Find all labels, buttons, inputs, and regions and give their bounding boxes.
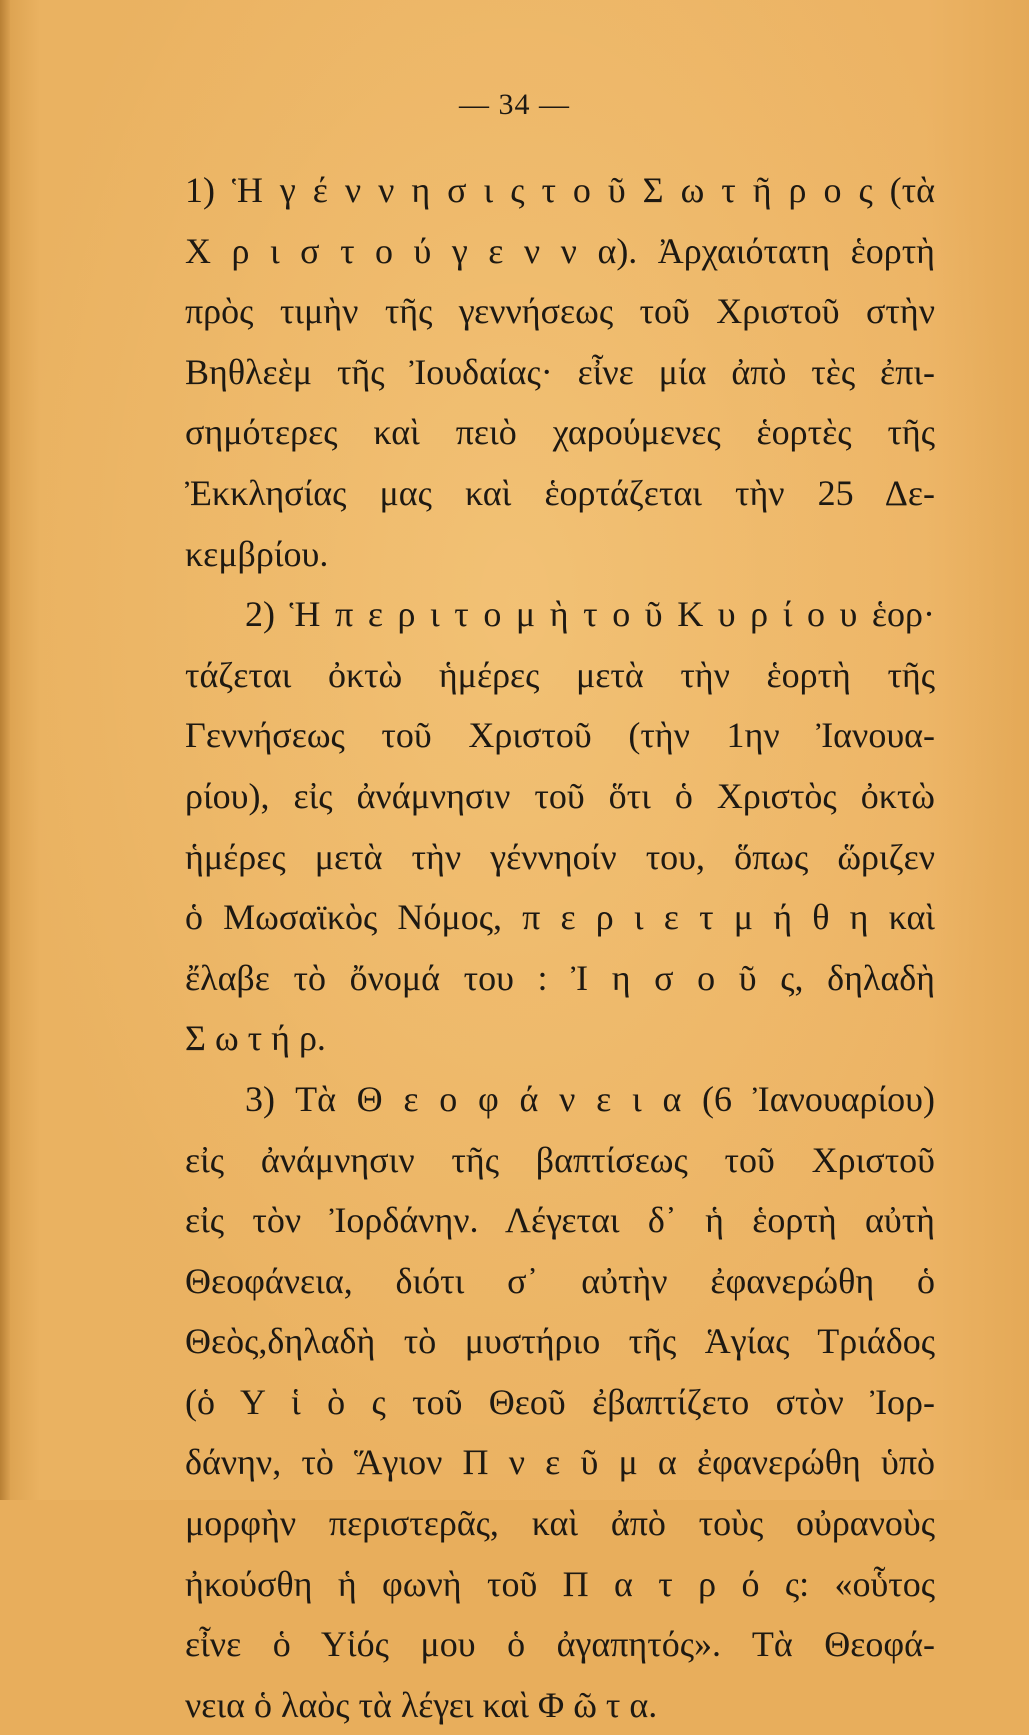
text-line: πρὸς τιμὴν τῆς γεννήσεως τοῦ Χριστοῦ στὴν bbox=[185, 291, 935, 332]
text-line: εἶνε ὁ Υἱός μου ὁ ἀγαπητός». Τὰ Θεοφά- bbox=[185, 1624, 935, 1665]
text-line: νεια ὁ λαὸς τὰ λέγει καὶ Φ ῶ τ α. bbox=[185, 1684, 658, 1725]
text-line: Σ ω τ ή ρ. bbox=[185, 1018, 326, 1059]
text-line: κεμβρίου. bbox=[185, 533, 329, 574]
page-number: — 34 — bbox=[459, 88, 570, 121]
text-line: ὁ Μωσαϊκὸς Νόμος, π ε ρ ι ε τ μ ή θ η καὶ bbox=[185, 897, 935, 938]
text-line: εἰς τὸν Ἰορδάνην. Λέγεται δ᾽ ἡ ἑορτὴ αὐτὴ bbox=[185, 1200, 935, 1241]
text-line: (ὁ Υ ἱ ὸ ς τοῦ Θεοῦ ἐβαπτίζετο στὸν Ἰορ- bbox=[185, 1381, 935, 1422]
text-line: ἔλαβε τὸ ὄνομά του : Ἰ η σ ο ῦ ς, δηλαδὴ bbox=[185, 957, 935, 998]
text-line: τάζεται ὀκτὼ ἡμέρες μετὰ τὴν ἑορτὴ τῆς bbox=[185, 654, 935, 695]
body-text bbox=[185, 160, 935, 1735]
text-line: Χ ρ ι σ τ ο ύ γ ε ν ν α). Ἀρχαιότατη ἑορτὴ bbox=[185, 230, 935, 271]
text-line: Γεννήσεως τοῦ Χριστοῦ (τὴν 1ην Ἰανουα- bbox=[185, 715, 935, 756]
text-line: ἡμέρες μετὰ τὴν γέννηοίν του, ὅπως ὥριζεν bbox=[185, 836, 935, 877]
text-line: Θεοφάνεια, διότι σ᾽ αὐτὴν ἐφανερώθη ὁ bbox=[185, 1260, 935, 1301]
text-line: 1) Ἡ γ έ ν ν η σ ι ς τ ο ῦ Σ ω τ ῆ ρ ο ς (τὰ bbox=[185, 170, 935, 210]
text-line: 2) Ἡ π ε ρ ι τ ο μ ὴ τ ο ῦ Κ υ ρ ί ο υ ἑορ· bbox=[245, 594, 935, 635]
text-line: Βηθλεὲμ τῆς Ἰουδαίας· εἶνε μία ἀπὸ τὲς ἐπι- bbox=[185, 351, 935, 392]
text-line: Θεὸς,δηλαδὴ τὸ μυστήριο τῆς Ἁγίας Τριάδος bbox=[185, 1321, 935, 1362]
text-line: δάνην, τὸ Ἅγιον Π ν ε ῦ μ α ἐφανερώθη ὑπὸ bbox=[185, 1442, 935, 1483]
text-line: μορφὴν περιστερᾶς, καὶ ἀπὸ τοὺς οὐρανοὺς bbox=[185, 1503, 935, 1544]
text-line: εἰς ἀνάμνησιν τῆς βαπτίσεως τοῦ Χριστοῦ bbox=[185, 1139, 935, 1180]
text-line: ἠκούσθη ἡ φωνὴ τοῦ Π α τ ρ ό ς: «οὗτος bbox=[185, 1563, 935, 1604]
page-edge-shadow bbox=[0, 0, 10, 1500]
text-line: 3) Τὰ Θ ε ο φ ά ν ε ι α (6 Ἰανουαρίου) bbox=[245, 1078, 935, 1119]
text-line: σημότερες καὶ πειὸ χαρούμενες ἑορτὲς τῆς bbox=[185, 412, 935, 453]
text-line: Ἐκκλησίας μας καὶ ἑορτάζεται τὴν 25 Δε- bbox=[185, 472, 935, 513]
text-line: ρίου), εἰς ἀνάμνησιν τοῦ ὅτι ὁ Χριστὸς ὀκτὼ bbox=[185, 775, 935, 816]
